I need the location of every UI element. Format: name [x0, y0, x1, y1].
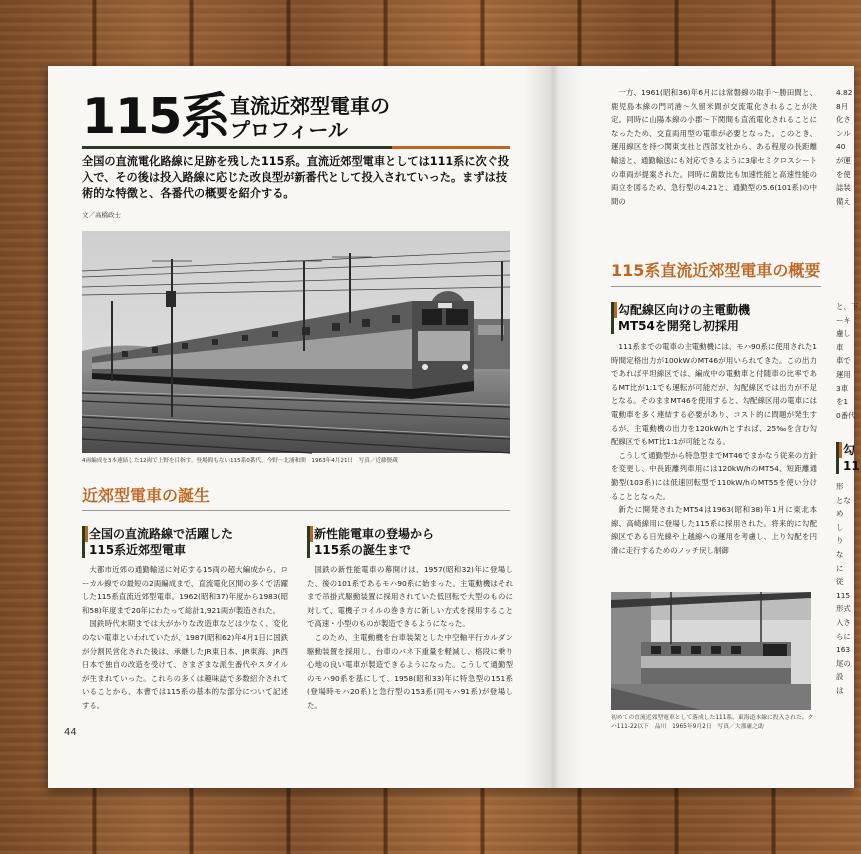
edge-line: 運用 [836, 369, 851, 379]
edge-line: め [836, 509, 844, 519]
column2-heading [307, 526, 514, 558]
edge-line: 備え [836, 196, 851, 206]
edge-line: 尾の [836, 658, 851, 668]
article-subtitle-line1: 直流近郊型電車の [230, 94, 390, 118]
edge-line: 163 [836, 645, 851, 655]
column1-body [82, 563, 288, 713]
edge-line: な [836, 549, 844, 559]
title-rule [82, 146, 510, 149]
edge-heading-line2: 11 [843, 459, 860, 473]
article-byline: 文／高橋政士 [82, 211, 121, 219]
edge-line: 3車 [836, 383, 849, 393]
right-photo-caption: 初めての直流近郊型電車として落成した111系。東海道本線に投入された。クハ111-22以下 品川 1965年9月2日 写真／大那庸之助 [611, 715, 814, 730]
right-paragraph2: こうして通勤型から特急型までMT46でまかなう従来の方針を変更し、中長距離列車用には120kW/hのMT54、短距離通勤型(103系)には低速回転型で110kW/hのMT55を使い分けることとなった。 [611, 450, 817, 501]
edge-line: 化さ [836, 115, 851, 125]
section-heading-overview: 115系直流近郊型電車の概要 [611, 261, 821, 280]
edge-line: し [836, 522, 844, 532]
edge-heading-line1: 勾 [843, 443, 856, 457]
right-sub-heading-line1: 勾配線区向けの主電動機 [618, 303, 751, 317]
edge-line: 誌装 [836, 183, 851, 193]
edge-line: 4.82 [836, 88, 853, 97]
edge-line: が運 [836, 155, 851, 165]
edge-line: を使 [836, 169, 851, 179]
edge-line: とな [836, 495, 851, 505]
edge-line: 形式 [836, 604, 851, 614]
column2-body [307, 563, 513, 713]
right-sub-heading [611, 302, 818, 334]
edge-line: 8月 [836, 101, 849, 111]
column1-paragraph2: 国鉄時代末期までは大がかりな改造車などは少なく、変化のない電車といわれていたが、1987(昭和62)年4月1日に国鉄が分割民営化された後は、承継したJR東日本、JR東海、JR西日本で独自の改造を受けて、さまざまな派生番代やスタイルが生まれていった。これらの多くは趣味誌で多数紹介されていることから、本書では115系の基本的な部分について記述する。 [82, 619, 288, 710]
column2-paragraph2: このため、主電動機を台車装架とした中空軸平行カルダン駆動装置を採用し、台車のバネ下重量を軽減し、格段に乗り心地の良い電車が製造できるようになった。こうして通勤型のモハ90系を基にして、1958(昭和33)年に特急型の151系(登場時モハ20系)と急行型の153系(同モハ91系)が登場した。 [307, 632, 513, 710]
edge-line: 0番代 [836, 410, 856, 420]
edge-line: に [836, 563, 844, 573]
right-intro-paragraph: 一方、1961(昭和36)年6月には常磐線の取手〜勝田間と、鹿児島本線の門司港〜久留米間が交流電化されることが決定。同時に山陽本線の小郡〜下関間も直流電化されることになったため、交直両用型の電車が必要となった。このとき、運用線区を持つ関東支社と西部支社から、ある程度の長距離輸送と、通勤輸送にも対応できるように3扉セミクロスシートの車両が提案された。同時に歯数比も加速性能と高速性能の両立を図るため、急行型の4.21と、通勤型の5.6(101系)の中間の [611, 88, 817, 206]
edge-column-bottom [836, 480, 854, 720]
column2-paragraph1: 国鉄の新性能電車の幕開けは、1957(昭和32)年に登場した、後の101系であるモハ90系に始まった。主電動機はそれまで吊掛式駆動装置に採用されていた低回転で大型のものに対して、電機子コイルの巻き方に新しい方式を採用することで高速・小型のものが製造できるようになった。 [307, 565, 513, 629]
right-paragraph3: 新たに開発されたMT54は1963(昭和38)年1月に東北本線、高崎線用に登場した115系に採用された。将来的に勾配線区である日光線や上越線への運用を考慮し、上り勾配を円滑に走行するためのノッチ戻し制御 [611, 505, 817, 555]
edge-line: ーキ [836, 315, 851, 325]
section-rule-right [611, 286, 821, 287]
edge-line: を1 [836, 397, 849, 407]
edge-line: と、下 [836, 302, 859, 311]
page-gutter [523, 66, 583, 788]
article-subtitle-line2: プロフィール [230, 118, 348, 142]
article-lead: 全国の直流電化路線に足跡を残した115系。直流近郊型電車としては111系に次ぐ投入で、その後は投入路線に応じた改良型が新番代として投入されていった。まずは技術的な特徴と、各番代の概要を紹介する。 [82, 155, 510, 200]
edge-line: 115 [836, 590, 851, 600]
edge-line: 車で [836, 356, 851, 366]
edge-line: 40 [836, 142, 846, 152]
edge-line: ンル [836, 128, 851, 138]
photo-caption: 4両編成を3本連結した12両で上野を目指す。登場間もない115系0番代。今野〜北浦和間 1963年4月21日 写真／近藤賢蔵 [82, 458, 398, 464]
edge-line: 慮し [836, 329, 851, 339]
right-body [611, 340, 817, 588]
column1-paragraph1: 大都市近郊の通勤輸送に対応する15両の超大編成から、ローカル線での最短の2両編成まで、直流電化区間の多くで活躍した115系直流近郊型電車。1962(昭和37)年度から1983(昭和58)年度まで20年にわたって総計1,921両が製造された。 [82, 565, 288, 615]
right-paragraph1: 111系までの電車の主電動機には、モハ90系に使用された1時間定格出力が100kWのMT46が用いられてきた。この出力であれば平坦線区では、編成中の電動車と付随車の比率であるMT比が1:1でも運転が可能だが、勾配線区では出力が不足となる。そのままMT46を使用すると、勾配線区用の電車には電動車を多く連結する必要があり、コスト的に問題が発生するが、主電動機の出力を120kW/hとすれば、25‰を含む勾配線区でもMT比1:1が可能となる。 [611, 342, 817, 447]
edge-heading [836, 442, 861, 474]
right-intro [611, 86, 817, 208]
edge-line: 形 [836, 482, 844, 491]
edge-line: 設 [836, 672, 844, 682]
edge-column-mid [836, 300, 859, 422]
edge-column-top [836, 86, 854, 208]
page-number: 44 [64, 727, 77, 738]
edge-line: は [836, 685, 844, 695]
edge-line: り [836, 536, 844, 546]
edge-line: らに [836, 631, 851, 641]
section-heading-birth: 近郊型電車の誕生 [82, 486, 211, 505]
column2-heading-line2: 115系の誕生まで [314, 543, 412, 557]
column2-heading-line1: 新性能電車の登場から [314, 527, 435, 541]
train-photo [82, 231, 510, 453]
article-big-title: 115系 [82, 88, 230, 145]
edge-line: 入さ [836, 617, 851, 627]
train-photo-111 [611, 592, 811, 710]
edge-line: 従 [836, 577, 844, 587]
column1-heading-line2: 115系近郊型電車 [89, 543, 187, 557]
edge-line: 車 [836, 342, 844, 352]
article-subtitle [230, 94, 390, 142]
section-rule [82, 510, 510, 511]
right-sub-heading-line2: MT54を開発し初採用 [618, 319, 739, 333]
column1-heading-line1: 全国の直流路線で活躍した [89, 527, 234, 541]
column1-heading [82, 526, 289, 558]
